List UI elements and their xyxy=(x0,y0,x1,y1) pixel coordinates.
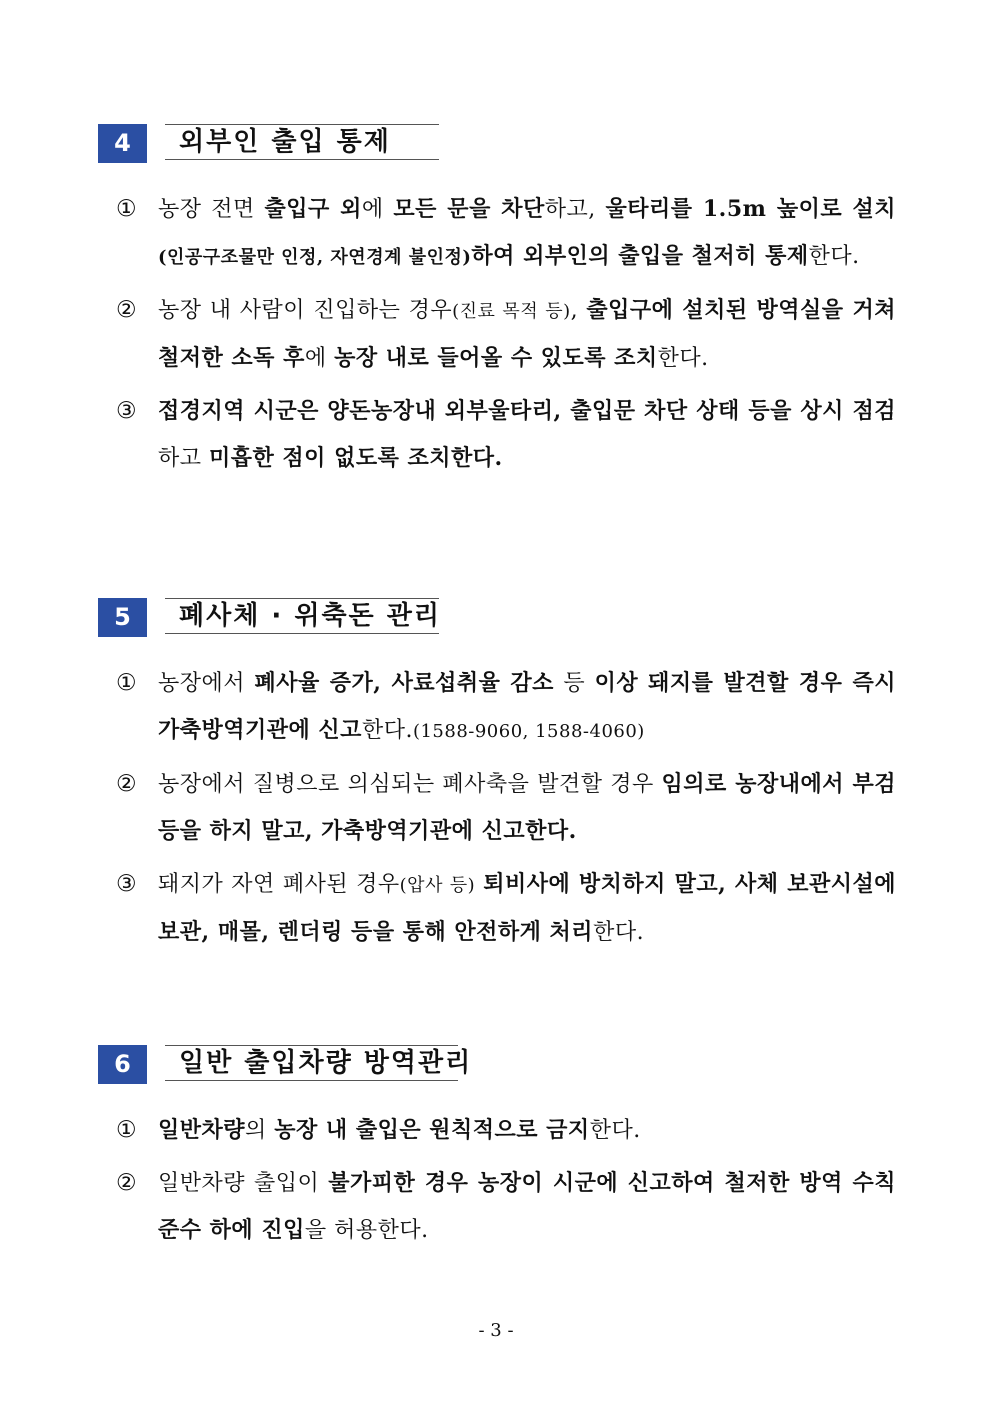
plain-text: 하고 xyxy=(158,446,209,471)
bold-text: 임의로 농장내에서 부검 등을 하지 말고, 가축방역기관에 신고한다. xyxy=(158,771,896,844)
plain-text xyxy=(475,872,483,897)
plain-text: 농장 전면 xyxy=(158,197,265,222)
section-items xyxy=(0,660,992,956)
bold-text: 불가피한 경우 농장이 시군에 신고하여 철저한 방역 수칙 준수 하에 진입 xyxy=(158,1170,896,1243)
item-marker: ① xyxy=(116,670,137,696)
plain-text: (압사 등) xyxy=(399,875,476,896)
plain-text: 일반차량 출입이 xyxy=(158,1171,329,1196)
item-text xyxy=(158,761,896,855)
item-text xyxy=(158,861,896,956)
bold-text: 울타리를 1.5m 높이로 설치 xyxy=(605,196,896,222)
section-items xyxy=(0,1107,992,1254)
section-header xyxy=(0,598,992,638)
section-number: 6 xyxy=(98,1045,147,1084)
item-text xyxy=(158,660,896,755)
section-title: 일반 출입차량 방역관리 xyxy=(165,1045,458,1081)
plain-text: 한다. xyxy=(593,920,645,945)
item-marker: ① xyxy=(116,196,137,222)
item-marker: ② xyxy=(116,771,137,797)
plain-text: 에 xyxy=(304,346,335,371)
bold-text: 폐사율 증가, 사료섭취율 감소 xyxy=(254,670,554,696)
plain-text: 한다. xyxy=(361,718,413,743)
page-number: - 3 - xyxy=(478,1320,514,1341)
bold-text: 접경지역 시군은 양돈농장내 외부울타리, 출입문 차단 상태 등을 상시 점검 xyxy=(158,398,896,424)
item-text xyxy=(158,186,896,281)
bold-text: 농장 내로 들어올 수 있도록 조치 xyxy=(334,345,658,371)
plain-text: 을 허용한다. xyxy=(304,1218,429,1243)
section-title: 폐사체 · 위축돈 관리 xyxy=(165,598,439,634)
plain-text: , xyxy=(570,298,587,323)
item-text xyxy=(158,287,896,382)
item-marker: ③ xyxy=(116,398,137,424)
item-marker: ② xyxy=(116,297,137,323)
plain-text: (1588-9060, 1588-4060) xyxy=(412,721,645,742)
plain-text: 한다. xyxy=(657,346,709,371)
bold-text: 출입구 외 xyxy=(264,196,362,222)
plain-text: 농장에서 질병으로 의심되는 폐사축을 발견할 경우 xyxy=(158,772,662,797)
list-item xyxy=(0,287,992,382)
bold-text: 일반차량 xyxy=(158,1117,246,1143)
section-number: 5 xyxy=(98,598,147,637)
plain-text: 등 xyxy=(553,671,595,696)
plain-text: 하고, xyxy=(544,197,606,222)
plain-text: 돼지가 자연 폐사된 경우 xyxy=(158,872,400,897)
list-item xyxy=(0,1160,992,1254)
plain-text: 농장에서 xyxy=(158,671,255,696)
item-text xyxy=(158,388,896,482)
bold-text: (인공구조물만 인정, 자연경계 불인정) xyxy=(158,247,472,268)
bold-text: 이상 돼지를 발견할 경우 즉시 가축방역기관에 신고 xyxy=(158,670,896,743)
section-title: 외부인 출입 통제 xyxy=(165,124,439,160)
item-marker: ② xyxy=(116,1170,137,1196)
item-text xyxy=(158,1160,896,1254)
plain-text: 에 xyxy=(361,197,394,222)
bold-text: 출입구에 설치된 방역실을 거쳐 철저한 소독 후 xyxy=(158,297,896,371)
bold-text: 농장 내 출입은 원칙적으로 금지 xyxy=(274,1117,590,1143)
plain-text: 한다. xyxy=(808,244,860,269)
section-6 xyxy=(0,1045,992,1260)
bold-text: 미흡한 점이 없도록 조치한다. xyxy=(209,445,503,471)
list-item xyxy=(0,861,992,956)
section-header xyxy=(0,1045,992,1085)
bold-text: 모든 문을 차단 xyxy=(393,196,545,222)
plain-text: 의 xyxy=(245,1118,275,1143)
list-item xyxy=(0,761,992,855)
list-item xyxy=(0,1107,992,1154)
section-4 xyxy=(0,124,992,488)
section-5 xyxy=(0,598,992,962)
section-header xyxy=(0,124,992,164)
list-item xyxy=(0,660,992,755)
plain-text: 농장 내 사람이 진입하는 경우 xyxy=(158,298,453,323)
item-text xyxy=(158,1107,896,1154)
plain-text: 한다. xyxy=(589,1118,641,1143)
bold-text: 퇴비사에 방치하지 말고, 사체 보관시설에 보관, 매몰, 렌더링 등을 통해 안전하게 처리 xyxy=(158,871,896,945)
section-items xyxy=(0,186,992,482)
plain-text: (진료 목적 등) xyxy=(452,301,571,322)
bold-text: 하여 외부인의 출입을 철저히 통제 xyxy=(471,243,809,269)
item-marker: ① xyxy=(116,1117,137,1143)
item-marker: ③ xyxy=(116,871,137,897)
list-item xyxy=(0,186,992,281)
list-item xyxy=(0,388,992,482)
section-number: 4 xyxy=(98,124,147,163)
